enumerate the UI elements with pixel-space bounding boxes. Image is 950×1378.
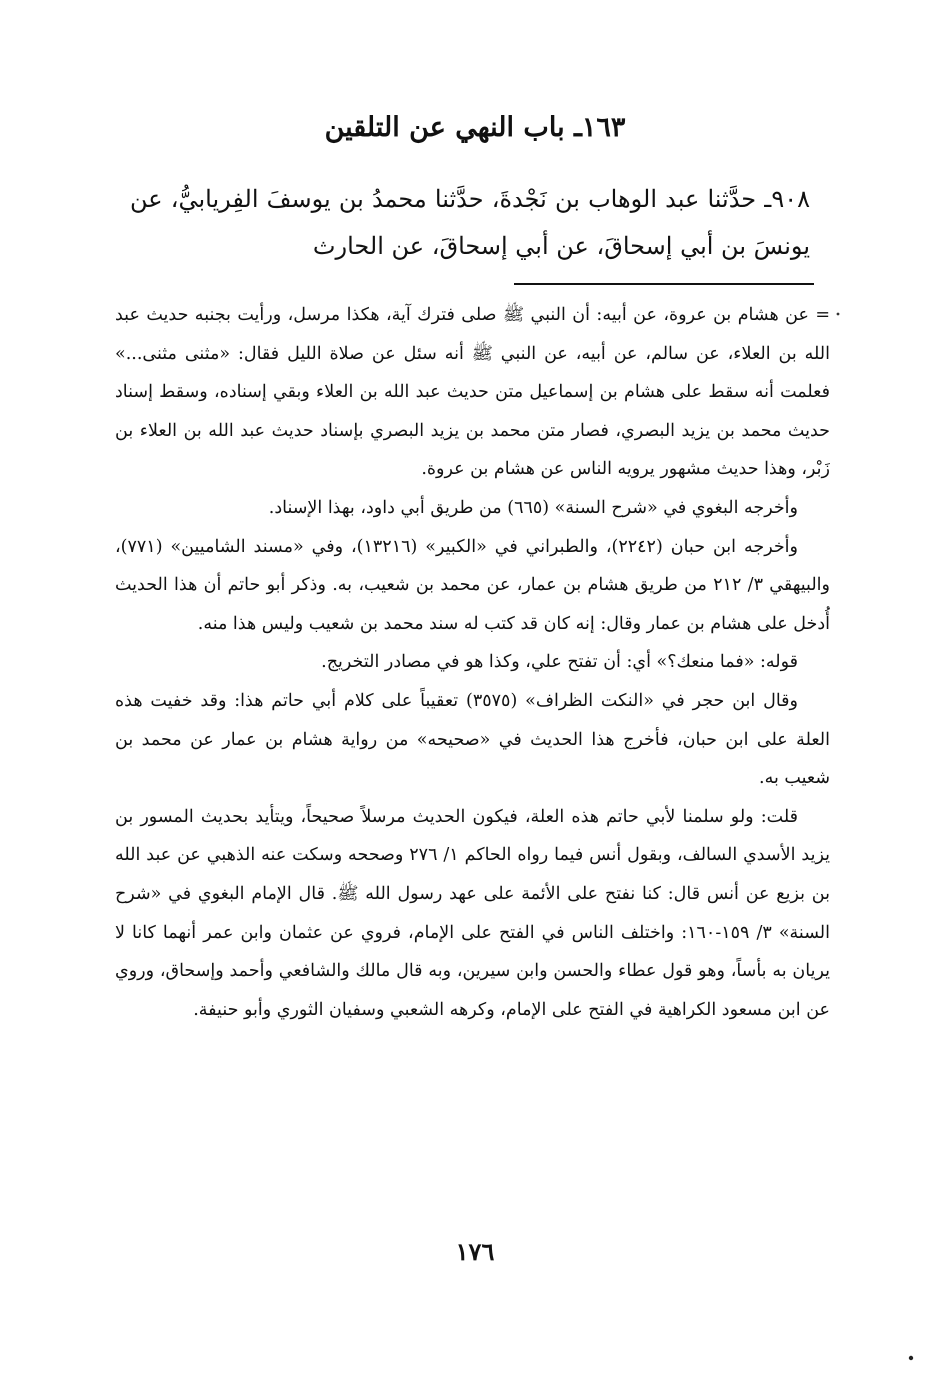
footnote-paragraph: = عن هشام بن عروة، عن أبيه: أن النبي ﷺ صلى فترك آية، هكذا مرسل، ورأيت بجنبه حديث عبد الله بن العلاء، عن سالم، عن أبيه، عن النبي ﷺ أنه سئل عن صلاة الليل فقال: «مثنى مثنى...» فعلمت أنه سقط على هشام بن إسماعيل متن حديث عبد الله بن العلاء وبقي إسناده، وسقط إسناد حديث محمد بن يزيد البصري، فصار متن محمد بن يزيد البصري بإسناد حديث عبد الله بن العلاء بن زَبْر، وهذا حديث مشهور يرويه الناس عن هشام بن عروة. <box>115 305 830 480</box>
chapter-title: ١٦٣ـ باب النهي عن التلقين <box>324 112 626 143</box>
footnote-paragraph: قلت: ولو سلمنا لأبي حاتم هذه العلة، فيكون الحديث مرسلاً صحيحاً، ويتأيد بحديث المسور بن يزيد الأسدي السالف، وبقول أنس فيما رواه الحاكم ١/ ٢٧٦ وصححه وسكت عنه الذهبي عن عبد الله بن بزيع عن أنس قال: كنا نفتح على الأئمة على عهد رسول الله ﷺ. قال الإمام البغوي في «شرح السنة» ٣/ ١٥٩-١٦٠: واختلف الناس في الفتح على الإمام، فروي عن عثمان وابن عمر أنهما كانا لا يريان به بأساً، وهو قول عطاء والحسن وابن سيرين، وبه قال مالك والشافعي وأحمد وإسحاق، وروي عن ابن مسعود الكراهية في الفتح على الإمام، وكرهه الشعبي وسفيان الثوري وأبو حنيفة. <box>115 806 830 1020</box>
footnotes <box>115 296 830 1029</box>
scan-speck <box>837 313 840 316</box>
page-number: ١٧٦ <box>455 1237 495 1266</box>
footnote-divider <box>514 283 814 285</box>
footnote-paragraph: وأخرجه ابن حبان (٢٢٤٢)، والطبراني في «الكبير» (١٣٢١٦)، وفي «مسند الشاميين» (٧٧١)، والبيهقي ٣/ ٢١٢ من طريق هشام بن عمار، عن محمد بن شعيب، به. وذكر أبو حاتم أن هذا الحديث أُدخل على هشام بن عمار وقال: إنه كان قد كتب له سند محمد بن شعيب وليس هذا منه. <box>115 536 830 634</box>
scan-speck <box>909 1356 913 1360</box>
footnote-paragraph: قوله: «فما منعك؟» أي: أن تفتح علي، وكذا هو في مصادر التخريج. <box>321 652 798 673</box>
footnote-paragraph: وأخرجه البغوي في «شرح السنة» (٦٦٥) من طريق أبي داود، بهذا الإسناد. <box>268 497 798 518</box>
footnote-paragraph: وقال ابن حجر في «النكت الظراف» (٣٥٧٥) تعقيباً على كلام أبي حاتم هذا: وقد خفيت هذه العلة على ابن حبان، فأخرج هذا الحديث في «صحيحه» من رواية هشام بن عمار عن محمد بن شعيب به. <box>115 690 830 789</box>
hadith-text: ٩٠٨ـ حدَّثنا عبد الوهاب بن نَجْدةَ، حدَّثنا محمدُ بن يوسفَ الفِريابيُّ، عن يونسَ بن أبي إسحاقَ، عن أبي إسحاقَ، عن الحارث <box>130 185 810 260</box>
